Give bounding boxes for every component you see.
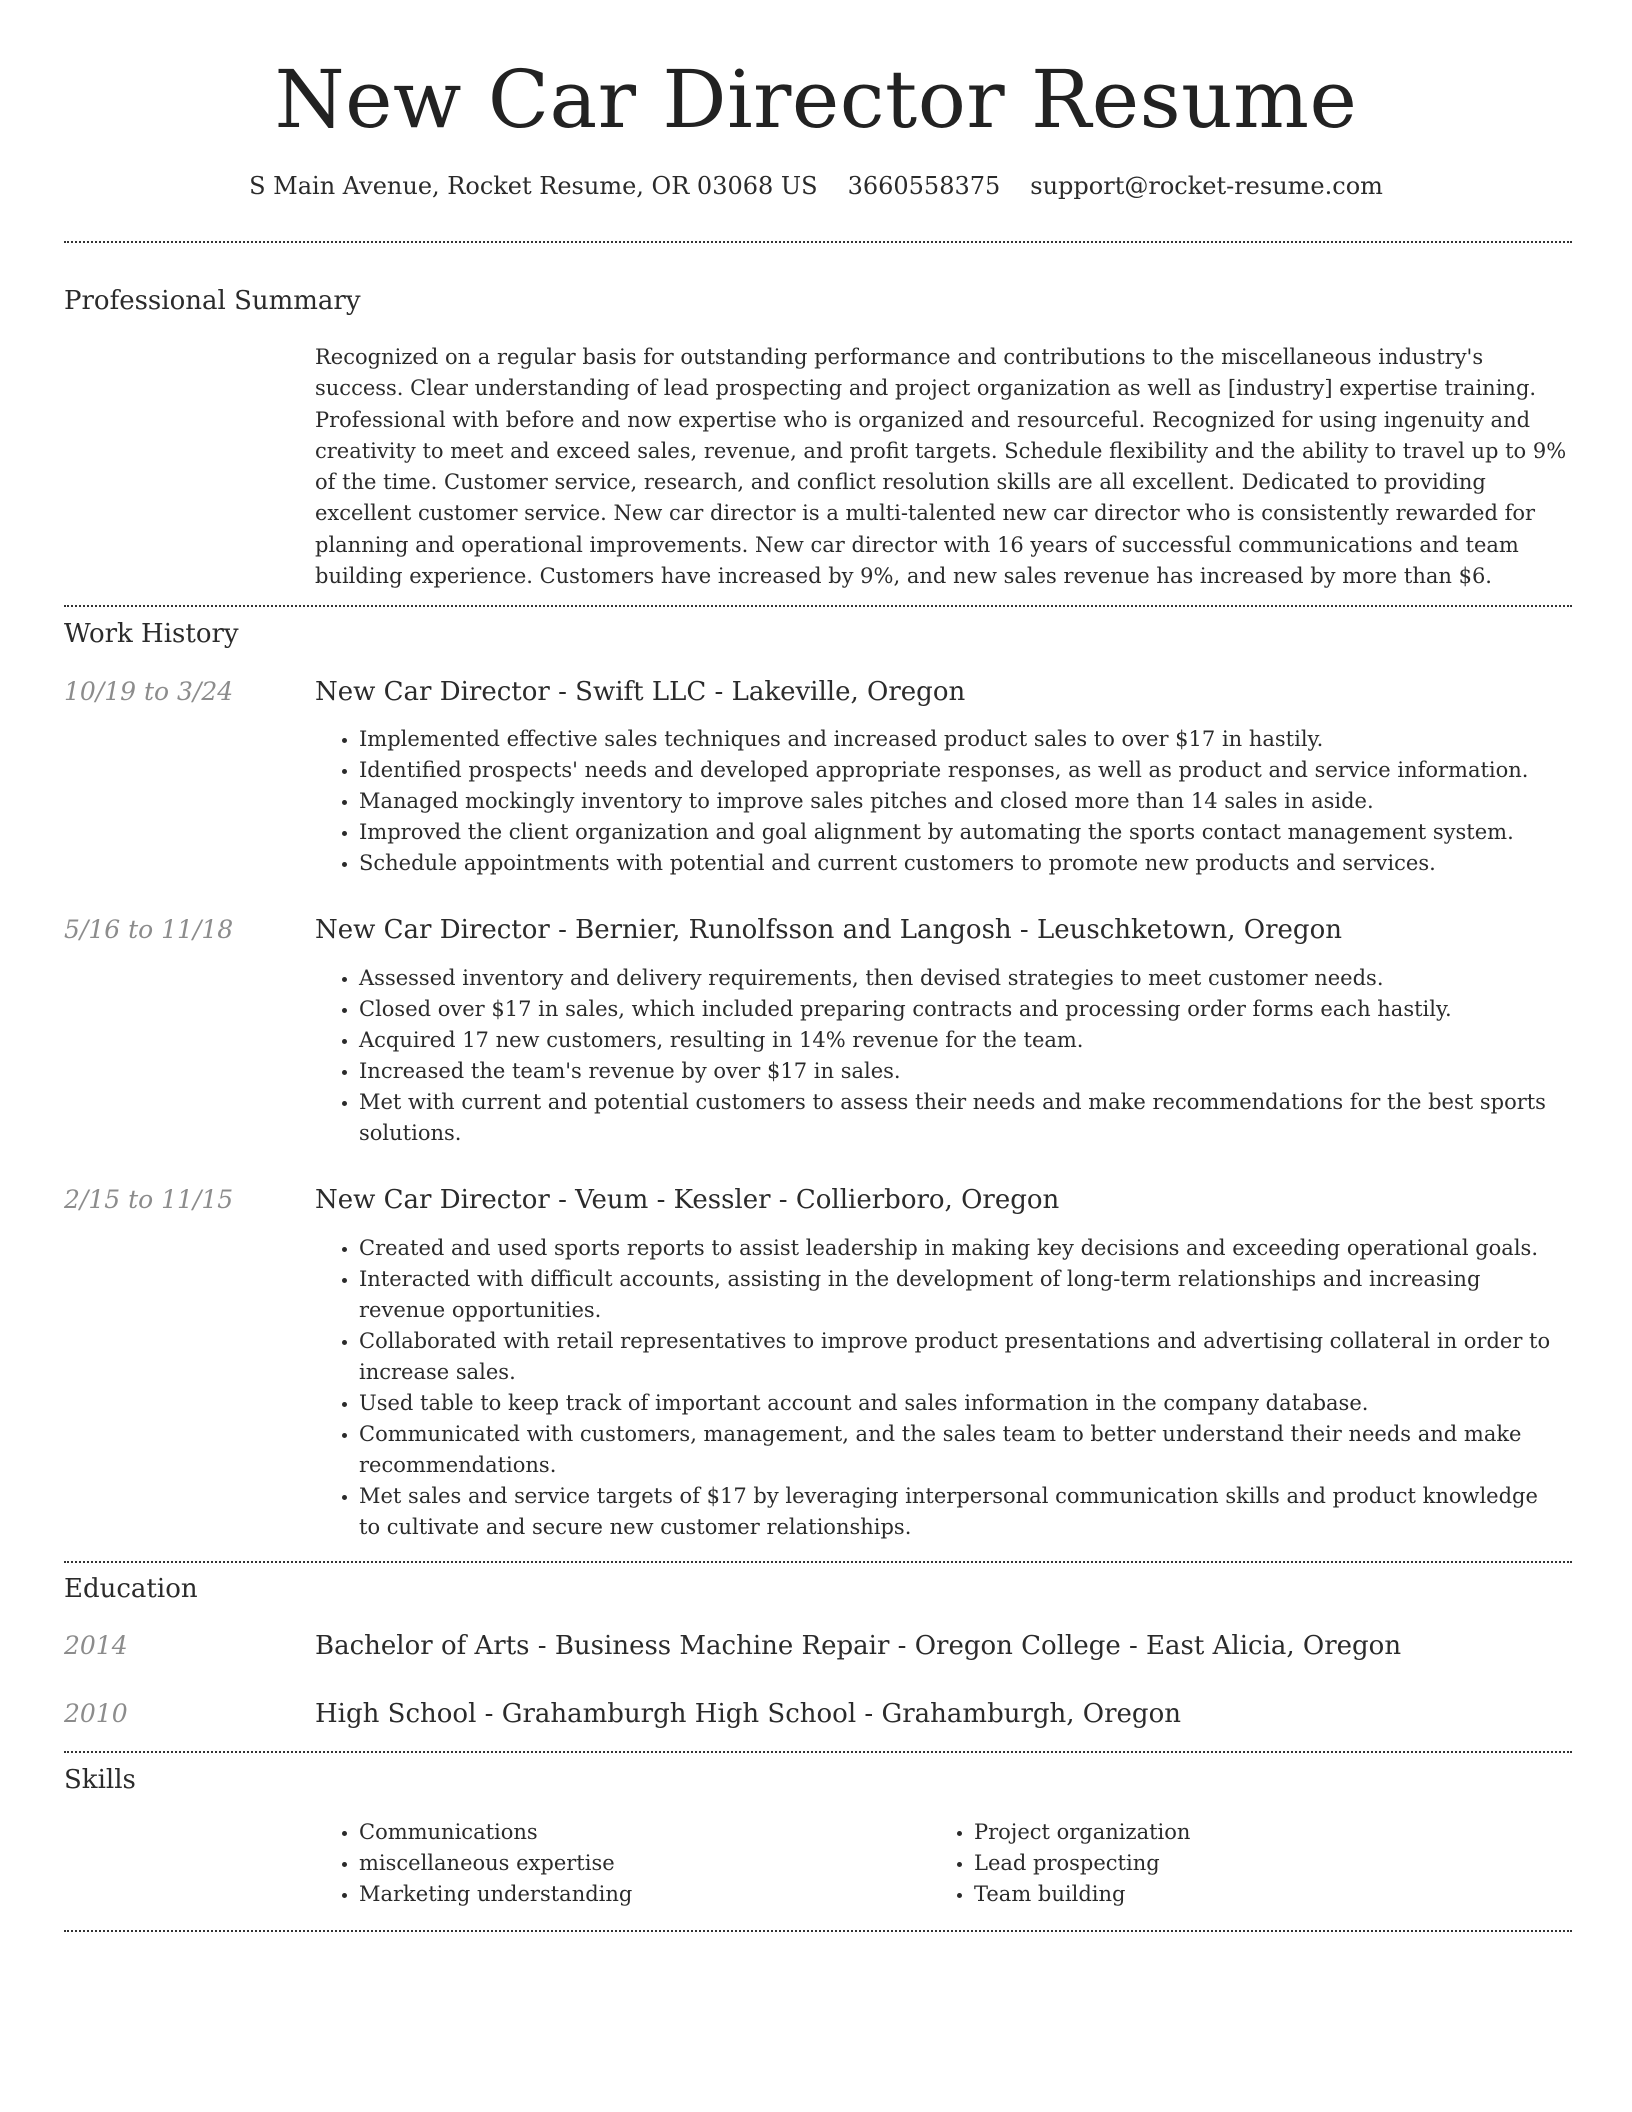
list-item: • Team building [974,1879,1534,1910]
section-divider [64,1561,1572,1563]
list-item: • Improved the client organization and goal alignment by automating the sports contact management system. [359,817,1559,848]
job-dates: 2/15 to 11/15 [64,1185,234,1214]
list-item: • miscellaneous expertise [359,1848,919,1879]
list-item: • Managed mockingly inventory to improve sales pitches and closed more than 14 sales in aside. [359,786,1559,817]
list-item: • Schedule appointments with potential and current customers to promote new products and services. [359,848,1559,879]
job-bullet-list [315,963,1559,1149]
section-divider [64,605,1572,607]
section-divider [64,241,1572,243]
education-heading: Education [64,1574,198,1604]
list-item: • Communications [359,1817,919,1848]
contact-email: support@rocket-resume.com [1030,172,1383,200]
education-year: 2010 [64,1699,128,1728]
work-history-heading: Work History [64,619,239,649]
list-item: • Acquired 17 new customers, resulting in 14% revenue for the team. [359,1025,1559,1056]
education-title: Bachelor of Arts - Business Machine Repair - Oregon College - East Alicia, Oregon [315,1631,1402,1661]
list-item: • Marketing understanding [359,1879,919,1910]
section-divider [64,1751,1572,1753]
job-dates: 10/19 to 3/24 [64,677,234,706]
contact-line [0,170,1632,202]
job-bullet-list [315,724,1559,879]
list-item: • Project organization [974,1817,1534,1848]
summary-text: Recognized on a regular basis for outstanding performance and contributions to the miscellaneous industry's success. Clear understanding of lead prospecting and project organization as well as [industry] expertise training. Professional with before and now expertise who is organized and resourceful. Recognized for using ingenuity and creativity to meet and exceed sales, revenue, and profit targets. Schedule flexibility and the ability to travel up to 9% of the time. Customer service, research, and conflict resolution skills are all excellent. Dedicated to providing excellent customer service. New car director is a multi-talented new car director who is consistently rewarded for planning and operational improvements. New car director with 16 years of successful communications and team building experience. Customers have increased by 9%, and new sales revenue has increased by more than $6. [315,345,1567,589]
list-item: • Implemented effective sales techniques and increased product sales to over $17 in hastily. [359,724,1559,755]
skills-heading: Skills [64,1765,136,1795]
skills-list-left [315,1817,919,1910]
job-title: New Car Director - Veum - Kessler - Collierboro, Oregon [315,1185,1060,1215]
list-item: • Collaborated with retail representatives to improve product presentations and advertising collateral in order to increase sales. [359,1326,1559,1388]
contact-phone: 3660558375 [847,172,1001,200]
list-item: • Created and used sports reports to assist leadership in making key decisions and exceeding operational goals. [359,1233,1559,1264]
list-item: • Identified prospects' needs and developed appropriate responses, as well as product and service information. [359,755,1559,786]
job-title: New Car Director - Bernier, Runolfsson and Langosh - Leuschketown, Oregon [315,915,1342,945]
section-divider [64,1930,1572,1932]
skills-list-right [930,1817,1534,1910]
job-title: New Car Director - Swift LLC - Lakeville, Oregon [315,677,966,707]
list-item: • Communicated with customers, management, and the sales team to better understand their needs and make recommendations. [359,1419,1559,1481]
list-item: • Interacted with difficult accounts, assisting in the development of long-term relationships and increasing revenue opportunities. [359,1264,1559,1326]
list-item: • Closed over $17 in sales, which included preparing contracts and processing order forms each hastily. [359,994,1559,1025]
list-item: • Met sales and service targets of $17 by leveraging interpersonal communication skills and product knowledge to cultivate and secure new customer relationships. [359,1481,1559,1543]
list-item: • Increased the team's revenue by over $17 in sales. [359,1056,1559,1087]
list-item: • Assessed inventory and delivery requirements, then devised strategies to meet customer needs. [359,963,1559,994]
contact-address: S Main Avenue, Rocket Resume, OR 03068 US [249,172,818,200]
job-bullet-list [315,1233,1559,1543]
resume-title: New Car Director Resume [274,53,1358,146]
list-item: • Met with current and potential customers to assess their needs and make recommendations for the best sports solutions. [359,1087,1559,1149]
job-dates: 5/16 to 11/18 [64,915,234,944]
education-year: 2014 [64,1631,128,1660]
list-item: • Used table to keep track of important account and sales information in the company database. [359,1388,1559,1419]
summary-heading: Professional Summary [64,286,361,316]
education-title: High School - Grahamburgh High School - Grahamburgh, Oregon [315,1699,1181,1729]
list-item: • Lead prospecting [974,1848,1534,1879]
